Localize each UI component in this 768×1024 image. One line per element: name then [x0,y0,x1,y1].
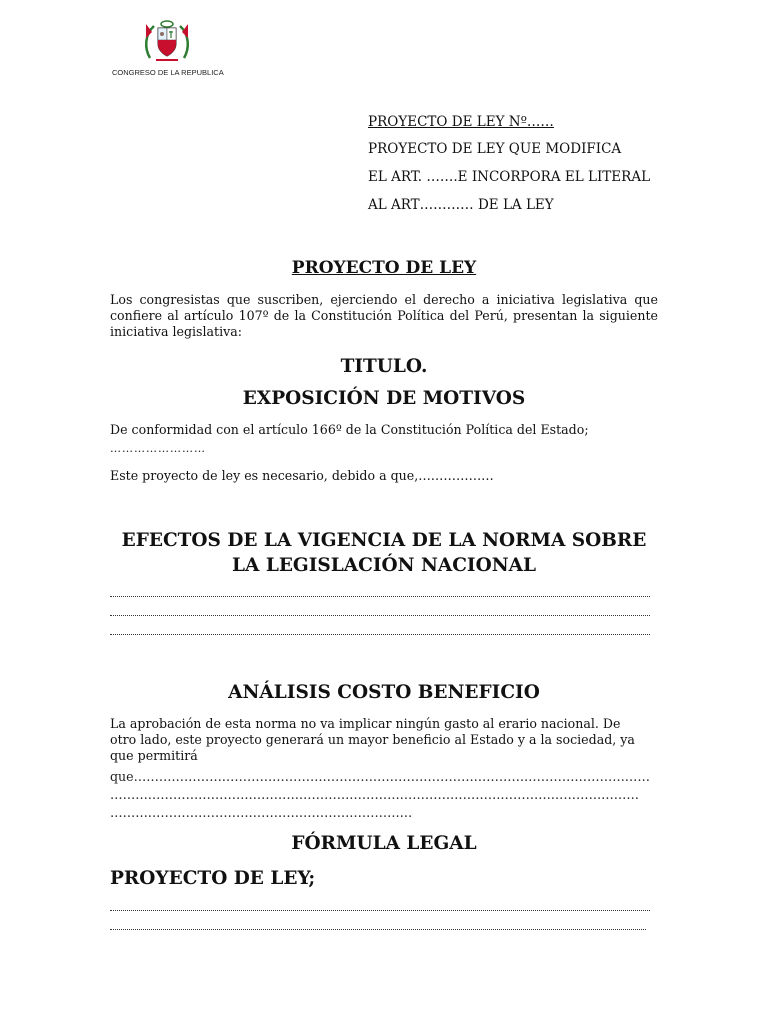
formula-subheading: PROYECTO DE LEY; [110,868,316,889]
analisis-line-1: que…………………………………………………………………………………………………………… [110,769,650,784]
dotted-line [110,624,650,635]
analisis-paragraph: La aprobación de esta norma no va implicar ningún gasto al erario nacional. De otro lado, este proyecto generará un mayor beneficio al Estado y a la sociedad, ya que permitirá [110,716,635,763]
efectos-heading-line-2: LA LEGISLACIÓN NACIONAL [232,555,536,576]
formula-heading: FÓRMULA LEGAL [291,833,477,854]
intro-paragraph: Los congresistas que suscriben, ejerciendo el derecho a iniciativa legislativa que confiere al artículo 107º de la Constitución Política del Perú, presentan la siguiente iniciativa legislativa: [110,292,658,339]
formula-dotted-lines [110,900,650,938]
efectos-heading [110,528,658,578]
dotted-line [110,900,650,911]
dotted-line [110,586,650,597]
exposicion-heading: EXPOSICIÓN DE MOTIVOS [242,388,526,409]
coat-of-arms-icon [142,18,192,66]
efectos-dotted-lines [110,586,650,643]
bill-summary-line-3: AL ART………… DE LA LEY [368,197,554,213]
dotted-line [110,919,646,930]
congress-logo [112,18,222,80]
titulo-heading: TITULO. [340,356,428,377]
bill-number: PROYECTO DE LEY Nº…… [368,114,554,130]
analisis-dotted-text [110,768,650,822]
exposicion-paragraph-1: De conformidad con el artículo 166º de la Constitución Política del Estado; [110,422,589,437]
efectos-heading-line-1: EFECTOS DE LA VIGENCIA DE LA NORMA SOBRE [121,530,647,551]
analisis-line-3: ……………………………………………………………… [110,805,413,820]
logo-caption: CONGRESO DE LA REPUBLICA [112,68,224,77]
dotted-line [110,605,650,616]
bill-summary-line-1: PROYECTO DE LEY QUE MODIFICA [368,141,622,157]
bill-summary-line-2: EL ART. …….E INCORPORA EL LITERAL [368,169,651,185]
analisis-heading: ANÁLISIS COSTO BENEFICIO [228,682,540,703]
analisis-line-2: ……………………………………………………………………………………………………………… [110,787,639,802]
main-title: PROYECTO DE LEY [291,258,477,278]
exposicion-paragraph-2: Este proyecto de ley es necesario, debido a que,……………… [110,468,494,483]
exposicion-dots: …………………… [110,442,206,455]
